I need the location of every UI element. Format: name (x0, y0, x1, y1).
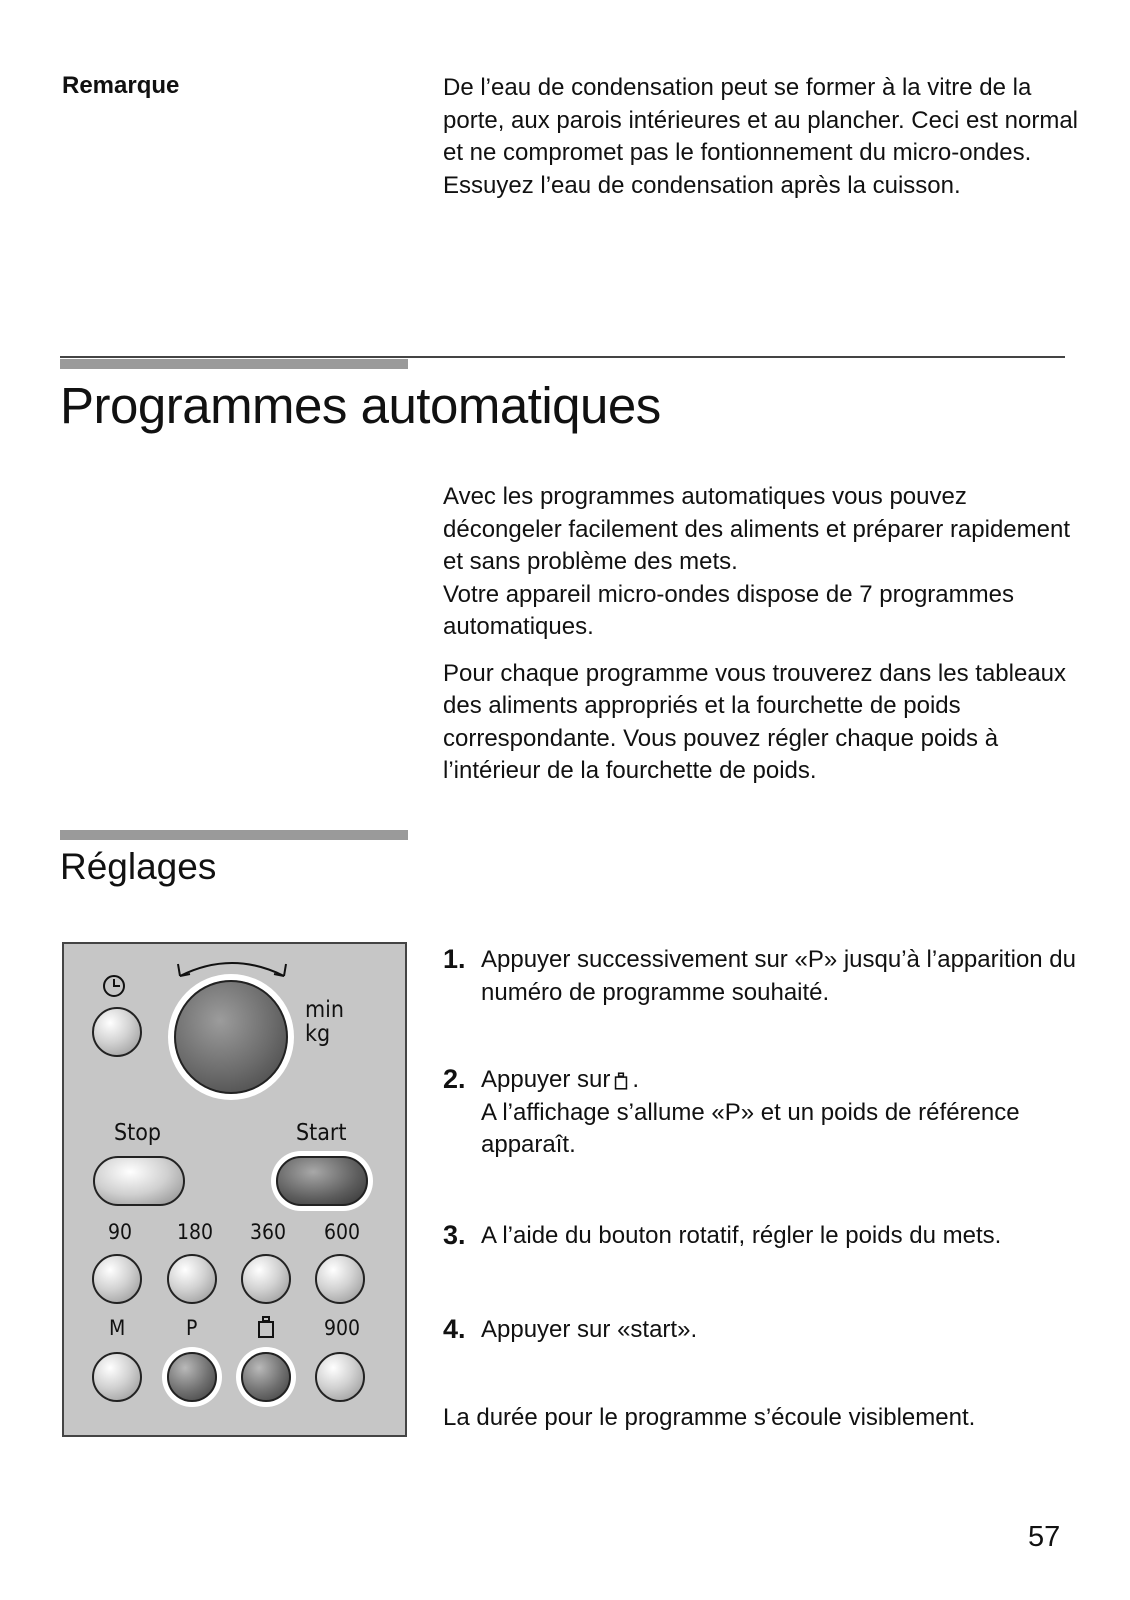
power-label-180: 180 (177, 1220, 214, 1244)
rotary-knob[interactable] (174, 980, 288, 1094)
step-number: 3. (443, 1220, 466, 1250)
subsection-rule-accent (60, 830, 408, 840)
timer-button[interactable] (92, 1007, 142, 1057)
step-text: Appuyer successivement sur «P» jusqu’à l’apparition du numéro de programme souhaité. (481, 946, 1076, 1006)
memory-button[interactable] (92, 1352, 142, 1402)
step-text (481, 1064, 1091, 1162)
power-180-button[interactable] (167, 1254, 217, 1304)
intro-sentence-2: Votre appareil micro-ondes dispose de 7 programmes automatiques. (443, 580, 1014, 640)
intro-sentence-1: Avec les programmes automatiques vous pouvez décongeler facilement des aliments et préparer rapidement et sans problème des mets. (443, 483, 1071, 575)
weight-icon (257, 1316, 275, 1338)
step-text: A l’aide du bouton rotatif, régler le poids du mets. (481, 1222, 1002, 1249)
power-label-900: 900 (324, 1316, 361, 1340)
remark-label: Remarque (62, 72, 180, 99)
unit-min-label: min (305, 997, 345, 1023)
power-600-button[interactable] (315, 1254, 365, 1304)
page-number: 57 (1028, 1521, 1061, 1553)
program-label: P (186, 1316, 198, 1340)
step-2-text-c: A l’affichage s’allume «P» et un poids de référence apparaît. (481, 1098, 1020, 1158)
intro-paragraph-1 (443, 481, 1083, 644)
power-900-button[interactable] (315, 1352, 365, 1402)
section-rule (60, 356, 1065, 358)
step-number: 1. (443, 944, 466, 974)
weight-button[interactable] (241, 1352, 291, 1402)
intro-text (443, 481, 1083, 788)
step-2-text-b: . (632, 1066, 640, 1093)
step-number: 2. (443, 1064, 466, 1094)
intro-paragraph-2: Pour chaque programme vous trouverez dans les tableaux des aliments appropriés et la fourchette de poids correspondante. Vous pouvez régler chaque poids à l’intérieur de la fourchette de poids. (443, 659, 1067, 784)
power-90-button[interactable] (92, 1254, 142, 1304)
final-note: La durée pour le programme s’écoule visiblement. (443, 1404, 976, 1431)
control-panel-illustration (62, 942, 407, 1437)
power-label-90: 90 (108, 1220, 133, 1244)
step-2-text-a: Appuyer sur (481, 1066, 611, 1093)
power-label-600: 600 (324, 1220, 361, 1244)
start-label: Start (296, 1120, 347, 1146)
section-rule-accent (60, 359, 408, 369)
unit-labels (305, 998, 344, 1046)
program-button[interactable] (167, 1352, 217, 1402)
memory-label: M (109, 1316, 126, 1340)
subsection-title: Réglages (60, 846, 217, 887)
power-label-360: 360 (250, 1220, 287, 1244)
power-360-button[interactable] (241, 1254, 291, 1304)
rotate-arrow-icon (172, 954, 292, 982)
start-button[interactable] (276, 1156, 368, 1206)
unit-kg-label: kg (305, 1021, 331, 1047)
clock-icon (102, 974, 126, 998)
stop-button[interactable] (93, 1156, 185, 1206)
weight-icon (614, 1071, 628, 1091)
stop-label: Stop (114, 1120, 162, 1146)
remark-text: De l’eau de condensation peut se former à la vitre de la porte, aux parois intérieures et au plancher. Ceci est normal et ne compromet pas le fontionnement du micro-ondes. Essuyez l’eau de condensation après la cuisson. (443, 74, 1079, 199)
page-title: Programmes automatiques (60, 377, 661, 434)
step-text: Appuyer sur «start». (481, 1316, 698, 1343)
step-number: 4. (443, 1314, 466, 1344)
